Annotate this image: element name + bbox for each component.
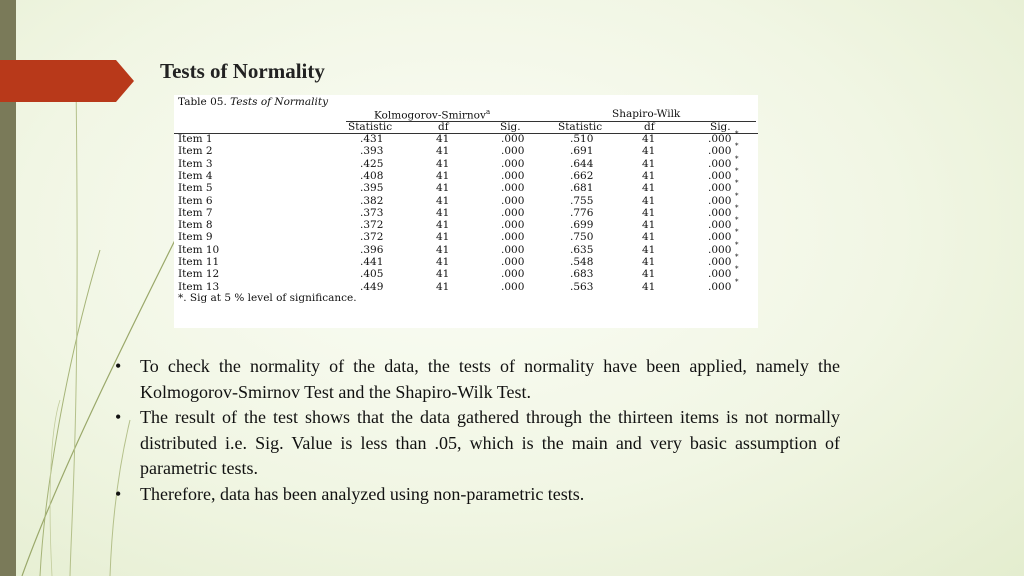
table-row <box>174 203 758 219</box>
caption-title: Tests of Normality <box>230 96 329 108</box>
cell-sw-statistic: .510 <box>570 133 594 145</box>
cell-item: Item 7 <box>178 206 213 219</box>
cell-sw-df: 41 <box>642 219 656 232</box>
col-sw-df: df <box>644 121 655 133</box>
col-ks-statistic: Statistic <box>348 121 393 133</box>
cell-sw-sig: .000 <box>708 169 732 182</box>
sig-marker: * <box>735 203 739 212</box>
cell-sw-sig: .000 <box>708 145 732 158</box>
cell-sw-statistic: .755 <box>570 194 594 207</box>
col-ks-df: df <box>438 121 449 133</box>
cell-item: Item 4 <box>178 169 213 182</box>
col-ks-sig: Sig. <box>500 121 521 133</box>
cell-sw-sig: .000 <box>708 268 732 281</box>
cell-sw-sig: .000 <box>708 243 732 256</box>
cell-item: Item 9 <box>178 231 213 244</box>
table-row <box>174 130 758 145</box>
cell-ks-df: 41 <box>436 194 450 207</box>
cell-ks-sig: .000 <box>501 145 525 158</box>
cell-sw-statistic: .776 <box>570 206 594 219</box>
cell-sw-statistic: .548 <box>570 256 594 268</box>
sig-marker: * <box>735 277 739 286</box>
cell-sw-df: 41 <box>642 133 656 145</box>
cell-item: Item 6 <box>178 194 213 207</box>
bullet-list <box>115 354 840 507</box>
cell-sw-df: 41 <box>642 169 656 182</box>
cell-item: Item 8 <box>178 219 213 232</box>
sig-marker: * <box>735 265 739 274</box>
group-ks-sup: a <box>485 108 491 116</box>
cell-ks-df: 41 <box>436 182 450 195</box>
group-ks <box>374 108 490 122</box>
sig-marker: * <box>735 240 739 249</box>
cell-item: Item 3 <box>178 157 213 170</box>
cell-sw-statistic: .750 <box>570 231 594 244</box>
cell-ks-statistic: .395 <box>360 182 384 195</box>
table-row <box>174 216 758 232</box>
table-footnote: *. Sig at 5 % level of significance. <box>178 292 357 304</box>
cell-ks-sig: .000 <box>501 280 525 293</box>
sig-marker: * <box>735 253 739 261</box>
cell-sw-statistic: .699 <box>570 219 594 232</box>
cell-ks-statistic: .372 <box>360 231 384 244</box>
cell-sw-sig: .000 <box>708 231 732 244</box>
cell-ks-df: 41 <box>436 268 450 281</box>
cell-sw-statistic: .644 <box>570 157 594 170</box>
cell-ks-statistic: .396 <box>360 243 384 256</box>
cell-ks-statistic: .405 <box>360 268 384 281</box>
group-ks-label: Kolmogorov-Smirnov <box>374 109 486 122</box>
table-row <box>174 240 758 256</box>
table-row <box>174 253 758 268</box>
cell-sw-df: 41 <box>642 256 656 268</box>
cell-ks-df: 41 <box>436 243 450 256</box>
slide-title: Tests of Normality <box>160 59 325 83</box>
cell-item: Item 13 <box>178 280 220 293</box>
cell-item: Item 1 <box>178 133 213 145</box>
cell-ks-df: 41 <box>436 256 450 268</box>
cell-ks-df: 41 <box>436 169 450 182</box>
cell-sw-sig: .000 <box>708 133 732 145</box>
sig-marker: * <box>735 166 739 175</box>
cell-ks-statistic: .431 <box>360 133 384 145</box>
cell-sw-statistic: .662 <box>570 169 594 182</box>
cell-ks-df: 41 <box>436 280 450 293</box>
cell-sw-sig: .000 <box>708 280 732 293</box>
cell-sw-df: 41 <box>642 268 656 281</box>
bullet-item <box>115 482 840 508</box>
cell-sw-sig: .000 <box>708 157 732 170</box>
cell-ks-sig: .000 <box>501 133 525 145</box>
cell-ks-statistic: .372 <box>360 219 384 232</box>
cell-sw-sig: .000 <box>708 219 732 232</box>
bullet-text: Therefore, data has been analyzed using non-parametric tests. <box>140 483 585 504</box>
cell-sw-sig: .000 <box>708 182 732 195</box>
table-row <box>174 154 758 170</box>
group-sw: Shapiro-Wilk <box>612 108 681 120</box>
bullet-dot-icon: • <box>115 483 122 504</box>
cell-ks-df: 41 <box>436 206 450 219</box>
cell-ks-sig: .000 <box>501 206 525 219</box>
cell-ks-statistic: .449 <box>360 280 384 293</box>
cell-item: Item 10 <box>178 243 220 256</box>
sig-marker: * <box>735 191 739 200</box>
bullet-item <box>115 354 840 405</box>
cell-sw-df: 41 <box>642 157 656 170</box>
table-row <box>174 166 758 182</box>
table-caption <box>178 96 328 108</box>
cell-ks-sig: .000 <box>501 182 525 195</box>
cell-ks-statistic: .382 <box>360 194 384 207</box>
table-row <box>174 142 758 158</box>
bullet-dot-icon: • <box>115 407 122 427</box>
cell-sw-df: 41 <box>642 231 656 244</box>
cell-ks-statistic: .408 <box>360 169 384 182</box>
cell-ks-sig: .000 <box>501 268 525 281</box>
bullet-text: The result of the test shows that the data gathered through the thirteen items is not normally distributed i.e. Sig. Value is less than .05, which is the main and very basic assumption of parametric tests. <box>140 407 840 478</box>
sig-marker: * <box>735 228 739 237</box>
cell-sw-df: 41 <box>642 206 656 219</box>
cell-sw-df: 41 <box>642 243 656 256</box>
bullet-text: To check the normality of the data, the tests of normality have been applied, namely the Kolmogorov-Smirnov Test and the Shapiro-Wilk Test. <box>140 356 840 402</box>
cell-ks-statistic: .441 <box>360 256 384 268</box>
cell-sw-statistic: .635 <box>570 243 594 256</box>
cell-ks-df: 41 <box>436 145 450 158</box>
normality-table <box>174 95 758 328</box>
cell-ks-df: 41 <box>436 157 450 170</box>
cell-ks-sig: .000 <box>501 231 525 244</box>
caption-prefix: Table 05. <box>178 96 227 108</box>
cell-sw-statistic: .563 <box>570 280 594 293</box>
sig-marker: * <box>735 179 739 188</box>
cell-sw-sig: .000 <box>708 256 732 268</box>
cell-ks-sig: .000 <box>501 194 525 207</box>
cell-item: Item 12 <box>178 268 220 281</box>
table-row <box>174 179 758 195</box>
table-row <box>174 228 758 244</box>
col-sw-statistic: Statistic <box>558 121 603 133</box>
sig-marker: * <box>735 130 739 138</box>
sig-marker: * <box>735 216 739 225</box>
cell-ks-df: 41 <box>436 219 450 232</box>
cell-ks-sig: .000 <box>501 256 525 268</box>
header-rule <box>346 121 756 122</box>
cell-sw-statistic: .681 <box>570 182 594 195</box>
cell-ks-statistic: .373 <box>360 206 384 219</box>
bullet-dot-icon: • <box>115 356 122 376</box>
cell-sw-df: 41 <box>642 194 656 207</box>
sig-marker: * <box>735 154 739 163</box>
cell-item: Item 2 <box>178 145 213 158</box>
cell-sw-statistic: .691 <box>570 145 594 158</box>
cell-sw-statistic: .683 <box>570 268 594 281</box>
col-sw-sig: Sig. <box>710 121 731 133</box>
cell-ks-sig: .000 <box>501 157 525 170</box>
cell-ks-sig: .000 <box>501 219 525 232</box>
table-row <box>174 265 758 281</box>
sig-marker: * <box>735 142 739 151</box>
cell-ks-df: 41 <box>436 133 450 145</box>
cell-sw-sig: .000 <box>708 194 732 207</box>
title-arrow-icon <box>0 60 136 102</box>
cell-ks-sig: .000 <box>501 169 525 182</box>
cell-sw-df: 41 <box>642 182 656 195</box>
cell-sw-df: 41 <box>642 145 656 158</box>
cell-ks-sig: .000 <box>501 243 525 256</box>
cell-sw-sig: .000 <box>708 206 732 219</box>
table-row <box>174 191 758 207</box>
cell-ks-df: 41 <box>436 231 450 244</box>
cell-ks-statistic: .425 <box>360 157 384 170</box>
cell-sw-df: 41 <box>642 280 656 293</box>
cell-item: Item 5 <box>178 182 213 195</box>
bullet-item <box>115 405 840 482</box>
cell-ks-statistic: .393 <box>360 145 384 158</box>
cell-item: Item 11 <box>178 256 220 268</box>
